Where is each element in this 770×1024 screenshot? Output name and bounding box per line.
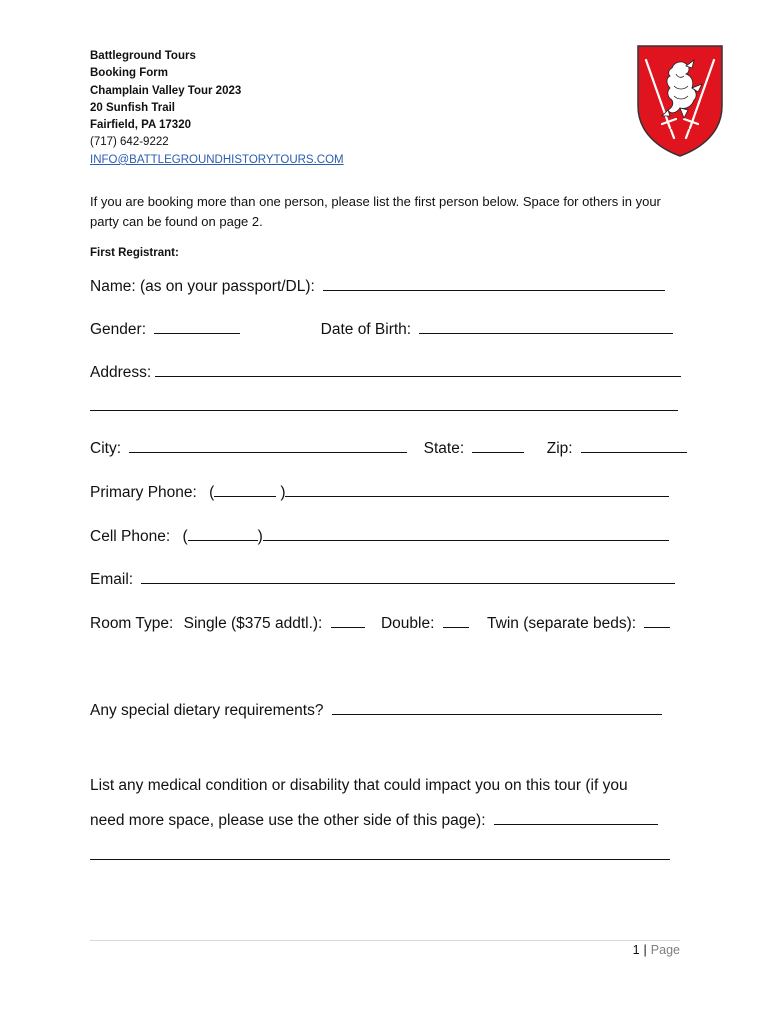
email-label: Email:	[90, 571, 134, 588]
primary-phone-open-paren: (	[209, 484, 215, 501]
room-type-row	[90, 613, 670, 634]
primary-phone-close-paren: )	[280, 484, 286, 501]
cell-phone-area-code-field[interactable]	[188, 526, 258, 541]
footer-separator: |	[643, 943, 647, 957]
form-title: Booking Form	[90, 67, 168, 80]
cell-phone-open-paren: (	[182, 528, 188, 545]
tour-name: Champlain Valley Tour 2023	[90, 84, 242, 97]
room-type-label: Room Type:	[90, 615, 174, 632]
room-twin-field[interactable]	[644, 613, 670, 628]
page-number: 1	[632, 943, 640, 957]
zip-label: Zip:	[546, 440, 573, 457]
medical-row-2	[90, 810, 658, 831]
gender-field[interactable]	[154, 319, 240, 334]
address-row-2	[90, 396, 678, 417]
address-label: Address:	[90, 364, 152, 381]
room-single-field[interactable]	[331, 613, 365, 628]
email-field[interactable]	[141, 569, 675, 584]
primary-phone-label: Primary Phone:	[90, 484, 197, 501]
address-line-1: 20 Sunfish Trail	[90, 101, 175, 114]
address-field-line-2[interactable]	[90, 396, 678, 411]
city-field[interactable]	[129, 438, 407, 453]
gender-label: Gender:	[90, 321, 147, 338]
medical-label-line-2: need more space, please use the other side of this page):	[90, 812, 486, 829]
medical-field-line-1[interactable]	[494, 810, 658, 825]
medical-label-line-1: List any medical condition or disability that could impact you on this tour (if you	[90, 777, 628, 794]
cell-phone-label: Cell Phone:	[90, 528, 171, 545]
dietary-label: Any special dietary requirements?	[90, 702, 324, 719]
cell-phone-close-paren: )	[257, 528, 263, 545]
dob-field[interactable]	[419, 319, 673, 334]
room-double-field[interactable]	[443, 613, 469, 628]
primary-phone-number-field[interactable]	[285, 482, 669, 497]
room-double-label: Double:	[380, 615, 435, 632]
page-footer	[633, 943, 680, 957]
company-phone: (717) 642-9222	[90, 136, 169, 149]
heraldic-shield-icon	[636, 44, 724, 158]
state-label: State:	[423, 440, 465, 457]
email-row	[90, 569, 675, 590]
primary-phone-area-code-field[interactable]	[214, 482, 276, 497]
intro-paragraph: If you are booking more than one person, please list the first person below. Space for others in your party can be found on page 2.	[90, 194, 661, 229]
name-field[interactable]	[323, 276, 665, 291]
state-field[interactable]	[472, 438, 524, 453]
primary-phone-row	[90, 482, 669, 503]
medical-row-3	[90, 845, 670, 866]
address-field-line-1[interactable]	[155, 362, 681, 377]
medical-row-1	[90, 776, 628, 796]
name-label: Name: (as on your passport/DL):	[90, 278, 315, 295]
section-title: First Registrant:	[90, 247, 179, 259]
company-header	[90, 48, 530, 169]
medical-field-line-2[interactable]	[90, 845, 670, 860]
room-single-label: Single ($375 addtl.):	[183, 615, 323, 632]
city-state-zip-row	[90, 438, 687, 459]
address-line-2: Fairfield, PA 17320	[90, 119, 191, 132]
dob-label: Date of Birth:	[320, 321, 412, 338]
city-label: City:	[90, 440, 121, 457]
footer-divider	[90, 940, 680, 941]
page-word: Page	[650, 943, 680, 957]
cell-phone-row	[90, 526, 669, 547]
dietary-field[interactable]	[332, 700, 662, 715]
name-row	[90, 276, 665, 297]
room-twin-label: Twin (separate beds):	[487, 615, 637, 632]
zip-field[interactable]	[581, 438, 687, 453]
company-name: Battleground Tours	[90, 50, 196, 62]
gender-dob-row	[90, 319, 673, 340]
company-email-link[interactable]: INFO@BATTLEGROUNDHISTORYTOURS.COM	[90, 153, 344, 166]
cell-phone-number-field[interactable]	[263, 526, 669, 541]
address-row	[90, 362, 681, 383]
dietary-row	[90, 700, 662, 721]
